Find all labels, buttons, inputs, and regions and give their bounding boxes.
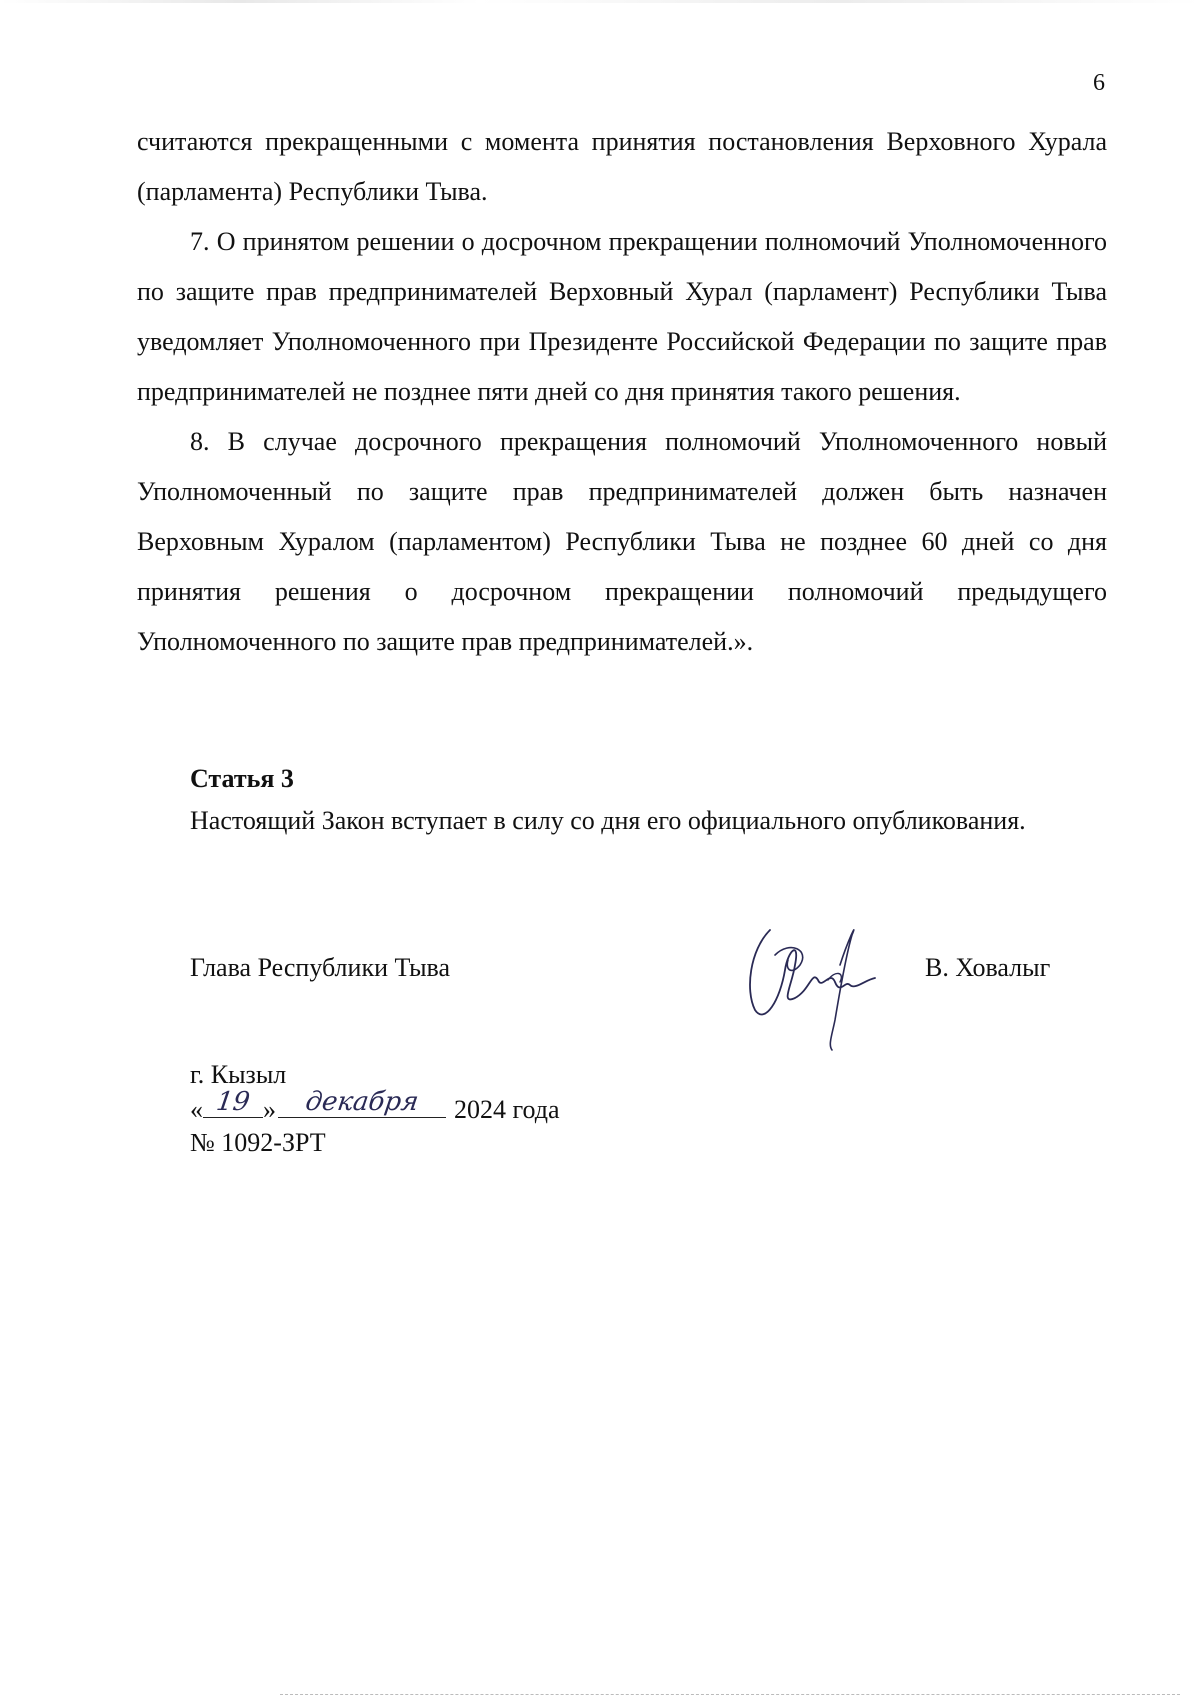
law-number: № 1092-ЗРТ (190, 1128, 326, 1157)
paragraph-item-8: 8. В случае досрочного прекращения полномочий Уполномоченного новый Уполномоченный по защите прав предпринимателей должен быть назначен Верховным Хуралом (парламентом) Республики Тыва не позднее 60 дней со дня принятия решения о досрочном прекращении полномочий предыдущего Уполномоченного по защите прав предпринимателей.». (137, 427, 1107, 656)
city: г. Кызыл (190, 1060, 287, 1089)
month-handwritten: декабря (303, 1087, 421, 1117)
signer-position: Глава Республики Тыва (190, 953, 451, 982)
date-line (190, 1087, 560, 1126)
place-and-date-block (190, 1058, 560, 1159)
page-number: 6 (1093, 70, 1105, 96)
day-handwritten: 19 (214, 1087, 252, 1117)
handwritten-signature (740, 910, 900, 1060)
paragraph-continuation: считаются прекращенными с момента принятия постановления Верховного Хурала (парламента) Республики Тыва. (137, 127, 1107, 206)
scan-edge-bottom (280, 1693, 1180, 1695)
open-quote: « (190, 1095, 203, 1124)
paragraph-item-7: 7. О принятом решении о досрочном прекращении полномочий Уполномоченного по защите прав предпринимателей Верховный Хурал (парламент) Республики Тыва уведомляет Уполномоченного при Президенте Российской Федерации по защите прав предпринимателей не позднее пяти дней со дня принятия такого решения. (137, 227, 1107, 406)
year-text: 2024 года (454, 1095, 560, 1124)
day-blank (203, 1087, 263, 1118)
month-blank (278, 1087, 446, 1118)
signer-name: В. Ховалыг (925, 953, 1051, 982)
scan-edge-top (0, 0, 1200, 3)
article-3 (190, 758, 1026, 842)
article-title: Статья 3 (190, 764, 294, 793)
article-text: Настоящий Закон вступает в силу со дня его официального опубликования. (190, 806, 1026, 835)
close-quote: » (263, 1095, 276, 1124)
body-text (137, 117, 1107, 667)
